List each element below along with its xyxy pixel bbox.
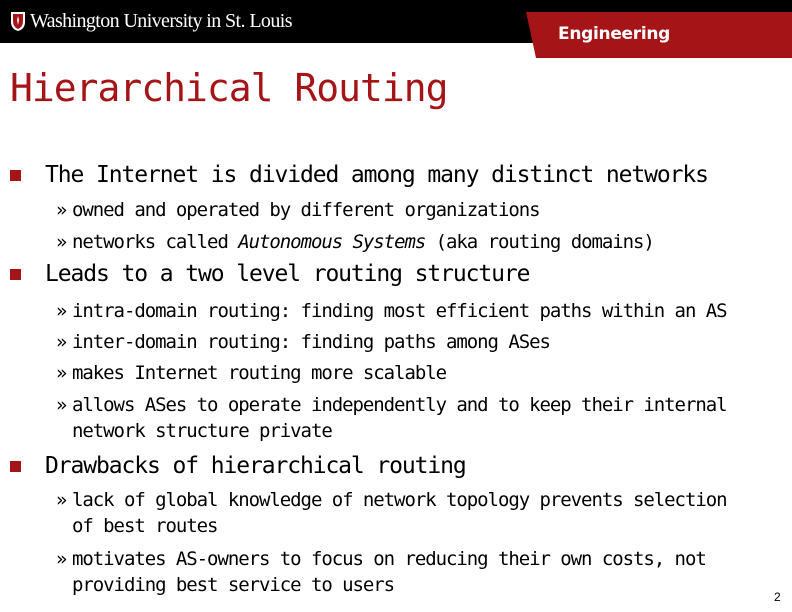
sub-bullet-item: » lack of global knowledge of network topology prevents selection of best routes: [56, 489, 727, 537]
square-bullet-icon: [10, 170, 21, 181]
double-arrow-icon: »: [56, 548, 68, 570]
university-name: Washington University in St. Louis: [30, 9, 292, 32]
square-bullet-icon: [10, 269, 21, 280]
sub-bullet-item: » makes Internet routing more scalable: [56, 362, 447, 384]
square-bullet-icon: [10, 461, 21, 472]
double-arrow-icon: »: [56, 362, 68, 384]
sub-bullet-item: » allows ASes to operate independently and to keep their internal network structure private: [56, 394, 727, 442]
double-arrow-icon: »: [56, 231, 68, 253]
sub-bullet-item: » intra-domain routing: finding most efficient paths within an AS: [56, 300, 727, 322]
sub-bullet-item: » inter-domain routing: finding paths among ASes: [56, 331, 550, 353]
double-arrow-icon: »: [56, 300, 68, 322]
double-arrow-icon: »: [56, 199, 68, 221]
bullet-item: The Internet is divided among many distinct networks: [24, 162, 708, 188]
double-arrow-icon: »: [56, 489, 68, 511]
bullet-item: Drawbacks of hierarchical routing: [24, 453, 466, 479]
double-arrow-icon: »: [56, 394, 68, 416]
double-arrow-icon: »: [56, 331, 68, 353]
sub-bullet-item: » motivates AS-owners to focus on reducing their own costs, not providing best service to users: [56, 548, 706, 596]
engineering-label: Engineering: [558, 24, 671, 44]
page-number: 2: [774, 590, 781, 604]
sub-bullet-item: » networks called Autonomous Systems (aka routing domains): [56, 231, 654, 253]
slide-title: Hierarchical Routing: [10, 66, 448, 110]
sub-bullet-item: » owned and operated by different organizations: [56, 199, 540, 221]
bullet-item: Leads to a two level routing structure: [24, 261, 529, 287]
